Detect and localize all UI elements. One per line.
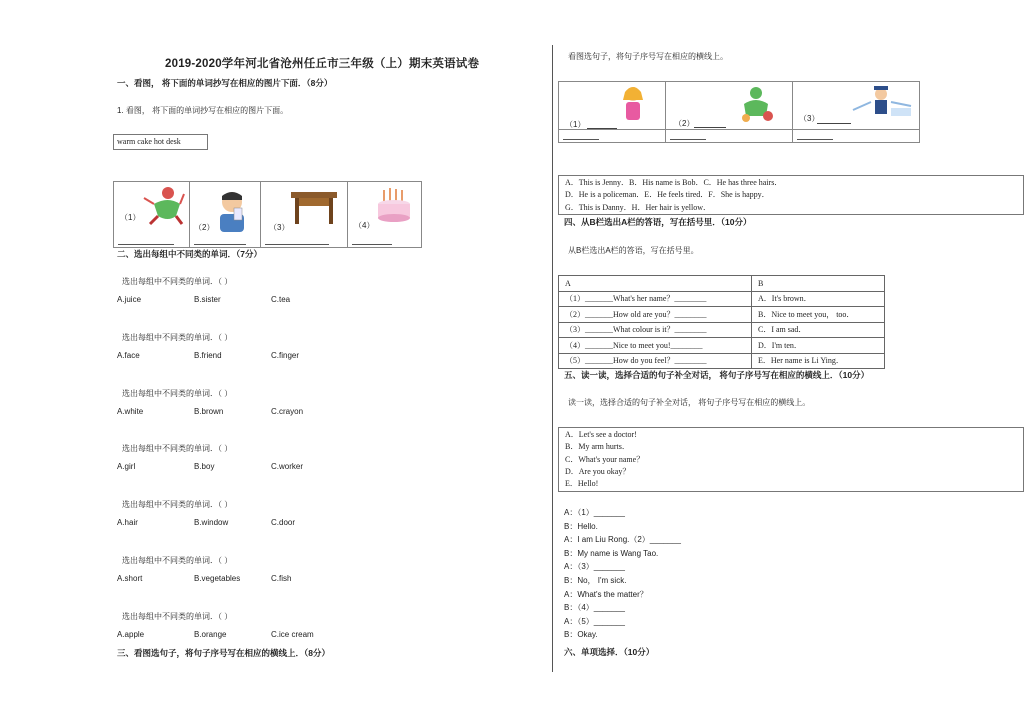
section-1-heading: 一、看图， 将下面的单词抄写在相应的图片下面．（8分）	[117, 78, 333, 88]
option-line: G．This is Danny．H．Her hair is yellow．	[565, 202, 711, 212]
option-a[interactable]: A.white	[117, 406, 144, 416]
question-a[interactable]: （1）_______What's her name？________	[559, 291, 752, 307]
dialogue-line: A：（5）_______	[564, 616, 625, 626]
column-b-header: B	[752, 276, 885, 292]
answer-line[interactable]	[265, 244, 329, 245]
option-c[interactable]: C.crayon	[271, 406, 304, 416]
option-c[interactable]: C.tea	[271, 295, 291, 304]
answer-line[interactable]	[670, 139, 706, 140]
question-a[interactable]: （5）_______How do you feel？________	[559, 353, 752, 369]
answer-line[interactable]	[563, 139, 599, 140]
dialogue-line: A：（1）_______	[564, 508, 625, 517]
dancing-girl-icon	[140, 184, 186, 226]
section-3-heading: 三、看图选句子，将句子序号写在相应的横线上．（8分）	[117, 648, 330, 658]
answer-line[interactable]	[817, 123, 851, 124]
dialogue-line: A：I am Liu Rong.（2）_______	[564, 535, 681, 545]
matching-table	[558, 275, 885, 369]
group-prompt[interactable]: 选出每组中不同类的单词．（ ）	[122, 277, 233, 286]
picture-number: （3）	[799, 114, 820, 123]
answer-b: D．I'm ten．	[752, 338, 885, 354]
answer-b: A．It's brown．	[752, 291, 885, 307]
picture-cell-2	[190, 182, 261, 248]
dialogue-line: B：（4）_______	[564, 603, 625, 613]
word-box: warm cake hot desk	[113, 134, 208, 150]
boy-drinking-icon	[212, 188, 252, 234]
option-a[interactable]: A.face	[117, 350, 140, 360]
dialogue-line: B：Okay.	[564, 630, 598, 640]
section-3-options-box	[558, 175, 1024, 215]
picture-cell-1	[559, 82, 666, 130]
answer-b: B．Nice to meet you， too．	[752, 307, 885, 323]
dialogue-line: B：My name is Wang Tao.	[564, 548, 659, 558]
cartoon-character-icon	[736, 84, 776, 126]
policeman-icon	[851, 84, 913, 122]
option-a[interactable]: A.girl	[117, 462, 136, 472]
option-line: E．Hello!	[565, 479, 599, 489]
birthday-cake-icon	[374, 186, 414, 226]
picture-number: （2）	[674, 119, 695, 128]
option-line: A．Let's see a doctor!	[565, 430, 637, 439]
group-prompt[interactable]: 选出每组中不同类的单词．（ ）	[122, 500, 233, 510]
question-a[interactable]: （2）_______How old are you？________	[559, 307, 752, 323]
option-b[interactable]: B.boy	[194, 462, 215, 472]
question-a[interactable]: （4）_______Nice to meet you!________	[559, 338, 752, 354]
option-line: A．This is Jenny．B．His name is Bob．C．He has three hairs．	[565, 178, 783, 187]
picture-cell-2	[666, 82, 793, 130]
answer-line[interactable]	[352, 244, 392, 245]
answer-b: C．I am sad．	[752, 322, 885, 338]
group-prompt[interactable]: 选出每组中不同类的单词．（ ）	[122, 611, 233, 621]
option-a[interactable]: A.apple	[117, 629, 145, 639]
answer-cell	[666, 130, 793, 143]
girl-icon	[617, 84, 649, 124]
dialogue-line: B：Hello.	[564, 521, 598, 531]
picture-number: （1）	[120, 213, 141, 222]
section-6-heading: 六、单项选择．（10分）	[564, 647, 655, 657]
group-prompt[interactable]: 选出每组中不同类的单词．（ ）	[122, 444, 233, 454]
answer-line[interactable]	[797, 139, 833, 140]
option-b[interactable]: B.brown	[194, 406, 224, 416]
answer-line[interactable]	[194, 244, 246, 245]
picture-cell-4	[348, 182, 422, 248]
option-line: B．My arm hurts．	[565, 442, 630, 452]
answer-line[interactable]	[118, 244, 174, 245]
column-divider	[552, 45, 553, 672]
column-a-header: A	[559, 276, 752, 292]
option-b[interactable]: B.vegetables	[194, 574, 241, 583]
option-line: D．Are you okay？	[565, 466, 631, 476]
section-4-instruction: 从B栏选出A栏的答语，写在括号里。	[568, 246, 699, 255]
section-1-instruction: 1. 看图， 将下面的单词抄写在相应的图片下面。	[117, 106, 289, 115]
picture-number: （2）	[194, 223, 215, 232]
section-3-instruction: 看图选句子，将句子序号写在相应的横线上。	[568, 52, 728, 61]
option-b[interactable]: B.window	[194, 518, 229, 528]
option-c[interactable]: C.ice cream	[271, 629, 314, 639]
option-c[interactable]: C.fish	[271, 574, 292, 583]
picture-number: （4）	[354, 221, 375, 230]
option-b[interactable]: B.orange	[194, 629, 227, 639]
option-b[interactable]: B.sister	[194, 295, 221, 304]
answer-line[interactable]	[694, 127, 726, 128]
section-5-options-box	[558, 427, 1024, 492]
section-1-picture-table	[113, 181, 422, 248]
option-a[interactable]: A.hair	[117, 518, 138, 528]
page-title: 2019-2020学年河北省沧州任丘市三年级（上）期末英语试卷	[165, 58, 480, 70]
section-2-heading: 二、选出每组中不同类的单词．（7分）	[117, 249, 262, 259]
option-line: C．What's your name？	[565, 454, 645, 464]
section-3-picture-table	[558, 81, 920, 143]
option-line: D．He is a policeman．E．He feels tired．F．She is happy．	[565, 190, 770, 200]
option-c[interactable]: C.door	[271, 518, 296, 528]
option-a[interactable]: A.short	[117, 574, 143, 583]
picture-number: （1）	[565, 120, 586, 129]
picture-number: （3）	[269, 223, 290, 232]
answer-b: E．Her name is Li Ying．	[752, 353, 885, 369]
answer-cell	[793, 130, 920, 143]
picture-cell-3	[793, 82, 920, 130]
dialogue-line: A：What's the matter？	[564, 589, 648, 599]
desk-icon	[289, 188, 339, 226]
group-prompt[interactable]: 选出每组中不同类的单词．（ ）	[122, 332, 233, 342]
answer-cell	[559, 130, 666, 143]
dialogue-line: A：（3）_______	[564, 562, 625, 572]
question-a[interactable]: （3）_______What colour is it？________	[559, 322, 752, 338]
option-c[interactable]: C.worker	[271, 462, 304, 472]
option-b[interactable]: B.friend	[194, 350, 222, 360]
option-c[interactable]: C.finger	[271, 350, 300, 360]
section-5-heading: 五、读一读，选择合适的句子补全对话， 将句子序号写在相应的横线上．（10分）	[564, 370, 870, 380]
option-a[interactable]: A.juice	[117, 295, 142, 304]
picture-cell-1	[114, 182, 190, 248]
dialogue-line: B：No， I'm sick.	[564, 576, 627, 585]
picture-cell-3	[261, 182, 348, 248]
group-prompt[interactable]: 选出每组中不同类的单词．（ ）	[122, 388, 233, 398]
section-4-heading: 四、从B栏选出A栏的答语，写在括号里．（10分）	[564, 217, 752, 227]
group-prompt[interactable]: 选出每组中不同类的单词．（ ）	[122, 556, 233, 565]
section-5-instruction: 读一读，选择合适的句子补全对话， 将句子序号写在相应的横线上。	[568, 398, 811, 407]
